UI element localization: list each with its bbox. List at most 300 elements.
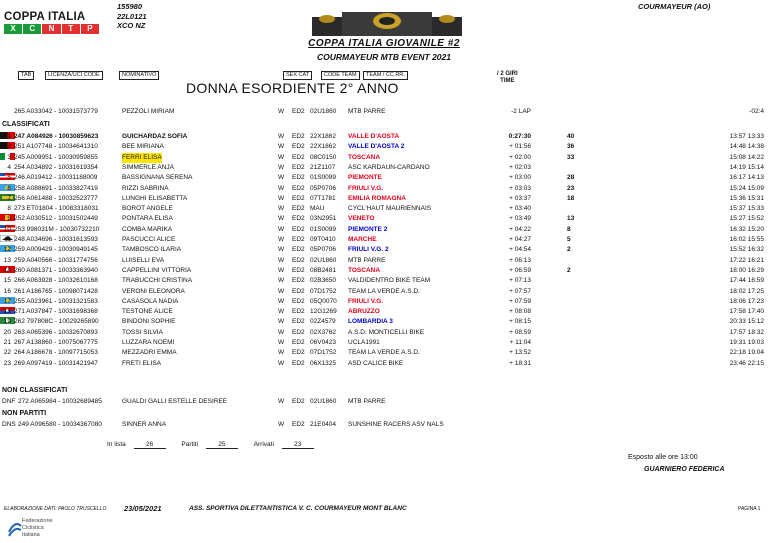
team-name: LOMBARDIA 3 bbox=[348, 318, 393, 326]
team-code: 08C0150 bbox=[310, 153, 337, 161]
athlete-name: BINDONI SOPHIE bbox=[122, 318, 176, 326]
bib-licence: 271 A037847 - 10031698368 bbox=[14, 308, 98, 316]
athlete-name: FERRI ELISA bbox=[122, 153, 162, 161]
col-tab: TAB bbox=[18, 71, 34, 80]
result-row bbox=[0, 287, 768, 297]
status-code: DNF bbox=[2, 398, 16, 405]
section-non-classificati: NON CLASSIFICATI bbox=[2, 387, 68, 394]
team-code: 09T0410 bbox=[310, 236, 336, 243]
race-time: 0:27:30 bbox=[508, 133, 531, 140]
points: 5 bbox=[567, 236, 571, 243]
result-row bbox=[0, 225, 768, 235]
sex: W bbox=[278, 328, 285, 336]
race-time: + 08:59 bbox=[509, 328, 531, 336]
bib-licence: 259 A009429 - 10030949145 bbox=[14, 246, 98, 254]
rank: 6 bbox=[7, 184, 11, 192]
race-time: + 08:08 bbox=[509, 308, 531, 316]
result-row bbox=[0, 328, 768, 338]
race-time: + 07:13 bbox=[509, 277, 531, 285]
category-code: ED2 bbox=[292, 215, 305, 223]
clock-time: 13:57 13:33 bbox=[729, 133, 764, 140]
result-row bbox=[0, 297, 768, 307]
race-time: + 07:57 bbox=[509, 287, 531, 295]
team-code: 02X3762 bbox=[310, 328, 337, 336]
athlete-name: LUISELLI EVA bbox=[122, 256, 165, 264]
rank: 9 bbox=[7, 215, 11, 223]
rank: 21 bbox=[3, 339, 11, 346]
team-code: 21Z1107 bbox=[310, 163, 336, 171]
category-code: ED2 bbox=[292, 194, 305, 202]
sex: W bbox=[278, 163, 285, 171]
sex: W bbox=[278, 194, 285, 202]
bib-licence: 249 A096580 - 10034367080 bbox=[18, 421, 102, 428]
athlete-name: CASASOLA NADIA bbox=[122, 297, 179, 305]
race-code bbox=[117, 2, 147, 31]
team-code: 07D1752 bbox=[310, 349, 337, 357]
team-name: PIEMONTE 2 bbox=[348, 225, 388, 233]
section-classificati: CLASSIFICATI bbox=[2, 121, 50, 128]
athlete-name: LUZZARA NOEMI bbox=[122, 339, 175, 346]
logo-letter: C bbox=[23, 24, 41, 34]
race-time: + 03:03 bbox=[509, 184, 531, 192]
team-name: TOSCANA bbox=[348, 266, 381, 274]
clock-time: 23:46 22:15 bbox=[729, 359, 764, 367]
result-row bbox=[0, 163, 768, 173]
clock-time: 16:17 14:13 bbox=[729, 174, 764, 182]
team-name: VALLE D'AOSTA 2 bbox=[348, 143, 405, 151]
athlete-name: LUNGHI ELISABETTA bbox=[122, 194, 188, 202]
sex: W bbox=[278, 256, 285, 264]
team-name: PIEMONTE bbox=[348, 174, 382, 182]
bib-licence: 272 A065984 - 10032689485 bbox=[18, 398, 102, 405]
team-name: SUNSHINE RACERS ASV NALS bbox=[348, 421, 444, 428]
clock-time: 20:33 15:12 bbox=[729, 318, 764, 326]
laps-label: / 2 GIRI bbox=[497, 71, 518, 77]
clock-time: 18:00 16:29 bbox=[729, 266, 764, 274]
rank: 22 bbox=[3, 349, 11, 357]
clock-time: 15:27 15:52 bbox=[729, 215, 764, 223]
sex: W bbox=[278, 349, 285, 357]
result-row bbox=[0, 173, 768, 183]
race-time: + 06:13 bbox=[509, 256, 531, 264]
race-time: + 18:31 bbox=[509, 359, 531, 367]
points: 28 bbox=[567, 174, 575, 182]
athlete-name: TRABUCCHI CRISTINA bbox=[122, 277, 193, 285]
team-code: 07T1781 bbox=[310, 194, 336, 202]
status-code: DNS bbox=[2, 421, 16, 428]
sex: W bbox=[278, 421, 285, 428]
team-name: VALLE D'AOSTA bbox=[348, 133, 400, 140]
result-row bbox=[0, 194, 768, 204]
athlete-name: PEZZOLI MIRIAM bbox=[122, 108, 175, 115]
sex: W bbox=[278, 339, 285, 346]
race-time: + 03:37 bbox=[509, 194, 531, 202]
category-title: DONNA ESORDIENTE 2° ANNO bbox=[186, 80, 399, 96]
category-code: ED2 bbox=[292, 328, 305, 336]
bib-licence: 269 A097419 - 10031421947 bbox=[14, 359, 98, 367]
totals bbox=[107, 441, 314, 449]
bib-licence: 265 A033042 - 10031573779 bbox=[14, 108, 98, 115]
team-code: 12G1269 bbox=[310, 308, 337, 316]
race-time: + 03:00 bbox=[509, 174, 531, 182]
rank: 11 bbox=[4, 236, 11, 243]
logo-letter: T bbox=[62, 24, 80, 34]
clock-time: 19:31 19:03 bbox=[729, 339, 764, 346]
sex: W bbox=[278, 266, 285, 274]
athlete-name: BOROT ANGELE bbox=[122, 205, 173, 213]
team-code: 05Q0070 bbox=[310, 297, 337, 305]
bib-licence: 253 998031M - 10030732210 bbox=[14, 225, 100, 233]
team-name: MTB PARRE bbox=[348, 256, 386, 264]
result-row bbox=[0, 317, 768, 327]
race-time: + 13:52 bbox=[509, 349, 531, 357]
rank: 13 bbox=[3, 256, 11, 264]
athlete-name: FRETI ELISA bbox=[122, 359, 162, 367]
result-row bbox=[0, 307, 768, 317]
result-row bbox=[0, 184, 768, 194]
category-code: ED2 bbox=[292, 349, 305, 357]
category-code: ED2 bbox=[292, 108, 305, 115]
athlete-name: TESTONE ALICE bbox=[122, 308, 173, 316]
bib-licence: 256 A061488 - 10032523777 bbox=[14, 194, 98, 202]
clock-time: 17:22 16:21 bbox=[729, 256, 764, 264]
race-time: + 02:00 bbox=[509, 153, 531, 161]
team-name: A.S.D. MONTICELLI BIKE bbox=[348, 328, 425, 336]
athlete-name: PASCUCCI ALICE bbox=[122, 236, 176, 243]
athlete-name: BEE MIRIANA bbox=[122, 143, 164, 151]
clock-time: 16:32 15:20 bbox=[729, 225, 764, 233]
team-name: UCLA1991 bbox=[348, 339, 380, 346]
points: 13 bbox=[567, 215, 575, 223]
category-code: ED2 bbox=[292, 236, 305, 243]
partiti-value: 25 bbox=[206, 441, 238, 449]
clock-time: 15:37 15:33 bbox=[729, 205, 764, 213]
points: 8 bbox=[567, 225, 571, 233]
team-name: MTB PARRE bbox=[348, 108, 386, 115]
bib-licence: 247 A084926 - 10030859623 bbox=[14, 133, 99, 140]
athlete-name: PONTARA ELISA bbox=[122, 215, 173, 223]
clock-time: 22:18 19:04 bbox=[729, 349, 764, 357]
logo-letter: N bbox=[42, 24, 60, 34]
col-licenza: LICENZA/UCI CODE bbox=[45, 71, 103, 80]
fci-line: Federazione bbox=[22, 518, 53, 524]
rank: 10 bbox=[3, 225, 11, 233]
result-row bbox=[0, 235, 768, 245]
result-row bbox=[0, 276, 768, 286]
bib-licence: 251 A107748 - 10034641310 bbox=[14, 143, 98, 151]
athlete-name: GUALDI GALLI ESTELLE DESIREE bbox=[122, 398, 228, 405]
clock-time: 15:08 14:22 bbox=[729, 153, 764, 161]
category-code: ED2 bbox=[292, 266, 305, 274]
event-subtitle: COURMAYEUR MTB EVENT 2021 bbox=[317, 52, 451, 62]
athlete-name: SINNER ANNA bbox=[122, 421, 167, 428]
team-code: 01S0099 bbox=[310, 225, 337, 233]
race-time: + 03:49 bbox=[509, 215, 531, 223]
bib-licence: 246 A019412 - 10031188009 bbox=[14, 174, 98, 182]
col-team-reg: TEAM / CC.RR. bbox=[363, 71, 408, 80]
result-row bbox=[0, 153, 768, 163]
team-name: TOSCANA bbox=[348, 153, 381, 161]
rank: 18 bbox=[3, 308, 11, 316]
team-name: EMILIA ROMAGNA bbox=[348, 194, 406, 202]
in-lista-label: In lista bbox=[107, 441, 126, 448]
race-time: + 11:04 bbox=[509, 339, 531, 346]
category-code: ED2 bbox=[292, 421, 305, 428]
sex: W bbox=[278, 297, 285, 305]
logo-title: COPPA ITALIA bbox=[4, 11, 86, 23]
category-code: ED2 bbox=[292, 246, 305, 254]
team-name: FRIULI V.G. 2 bbox=[348, 246, 389, 254]
team-code: 22X1862 bbox=[310, 143, 337, 151]
in-lista-value: 26 bbox=[134, 441, 166, 449]
bib-licence: 255 A023961 - 10031321583 bbox=[14, 297, 98, 305]
col-nominativo: NOMINATIVO bbox=[119, 71, 159, 80]
team-code: 02U1860 bbox=[310, 398, 337, 405]
fci-line: Italiana bbox=[22, 532, 40, 538]
team-name: FRIULI V.G. bbox=[348, 297, 384, 305]
dns-row bbox=[0, 420, 768, 430]
race-time: + 02:03 bbox=[509, 163, 531, 171]
col-sex-cat: SEX CAT bbox=[283, 71, 312, 80]
rank: 7 bbox=[7, 194, 11, 202]
sex: W bbox=[278, 398, 285, 405]
sex: W bbox=[278, 184, 285, 192]
page-number: PAGINA 1 bbox=[738, 506, 761, 512]
race-time: -2 LAP bbox=[511, 108, 531, 115]
category-code: ED2 bbox=[292, 398, 305, 405]
organizer: ASS. SPORTIVA DILETTANTISTICA V. C. COURMAYEUR MONT BLANC bbox=[189, 505, 407, 512]
category-code: ED2 bbox=[292, 143, 305, 151]
team-code: 02U1860 bbox=[310, 256, 337, 264]
team-name: VENETO bbox=[348, 215, 375, 223]
points: 2 bbox=[567, 266, 571, 274]
category-code: ED2 bbox=[292, 153, 305, 161]
category-code: ED2 bbox=[292, 205, 305, 213]
result-row bbox=[0, 359, 768, 369]
rank: 16 bbox=[3, 287, 11, 295]
rank: 23 bbox=[3, 359, 11, 367]
result-row bbox=[0, 142, 768, 152]
team-name: TEAM LA VERDE A.S.D. bbox=[348, 349, 420, 357]
bib-licence: 261 A186765 - 10098071428 bbox=[14, 287, 98, 295]
trophy-icon bbox=[312, 9, 462, 36]
race-time: + 06:59 bbox=[509, 266, 531, 274]
sex: W bbox=[278, 246, 285, 254]
team-name: CYCL'HAUT MAURIENNAIS bbox=[348, 205, 432, 213]
result-row bbox=[0, 338, 768, 348]
team-code: MAU bbox=[310, 205, 325, 213]
rank: 8 bbox=[7, 205, 11, 213]
clock-time: 15:24 15:09 bbox=[729, 184, 764, 192]
team-name: MTB PARRE bbox=[348, 398, 386, 405]
result-row bbox=[0, 245, 768, 255]
category-code: ED2 bbox=[292, 318, 305, 326]
result-row bbox=[0, 348, 768, 358]
athlete-name: TAMBOSCO ILARIA bbox=[122, 246, 182, 254]
category-code: ED2 bbox=[292, 339, 305, 346]
exposed-time: Esposto alle ore 13:00 bbox=[628, 454, 698, 461]
race-code-line: XCO NZ bbox=[117, 21, 146, 30]
race-time: + 03:40 bbox=[509, 205, 531, 213]
result-row bbox=[0, 132, 768, 142]
athlete-name: COMBA MARIKA bbox=[122, 225, 173, 233]
team-code: 01S0099 bbox=[310, 174, 337, 182]
clock-time: 18:02 17:25 bbox=[729, 287, 764, 295]
category-code: ED2 bbox=[292, 256, 305, 264]
logo-letters bbox=[4, 24, 99, 34]
points: 40 bbox=[567, 133, 575, 140]
clock-time: 14:19 15:14 bbox=[729, 163, 764, 171]
category-code: ED2 bbox=[292, 163, 305, 171]
sex: W bbox=[278, 287, 285, 295]
athlete-name: BASSIGNANA SERENA bbox=[122, 174, 193, 182]
rank: 12 bbox=[3, 246, 11, 254]
team-name: ASC KARDAUN-CARDANO bbox=[348, 163, 430, 171]
race-time: + 04:22 bbox=[509, 225, 531, 233]
team-name: ABRUZZO bbox=[348, 308, 380, 316]
category-code: ED2 bbox=[292, 174, 305, 182]
bib-licence: 262 797808C - 10029265890 bbox=[14, 318, 99, 326]
fci-text bbox=[22, 518, 53, 539]
category-code: ED2 bbox=[292, 225, 305, 233]
team-code: 05P0706 bbox=[310, 184, 337, 192]
partiti-label: Partiti bbox=[181, 441, 199, 448]
sex: W bbox=[278, 318, 285, 326]
category-code: ED2 bbox=[292, 277, 305, 285]
team-code: 08B2481 bbox=[310, 266, 337, 274]
sex: W bbox=[278, 236, 285, 243]
race-time: + 04:54 bbox=[509, 246, 531, 254]
bib-licence: 245 A009951 - 10030959855 bbox=[14, 153, 98, 161]
points: 33 bbox=[567, 153, 575, 161]
rank: 5 bbox=[7, 174, 11, 182]
race-code-line: 22L0121 bbox=[117, 11, 147, 21]
clock-time: 15:36 15:31 bbox=[729, 194, 764, 202]
bib-licence: 248 A034696 - 10031613593 bbox=[14, 236, 98, 243]
race-time: + 08:15 bbox=[509, 318, 531, 326]
team-code: 21E0404 bbox=[310, 421, 337, 428]
data-processing: ELABORAZIONE DATI: PAOLO TRUSCELLO bbox=[4, 506, 107, 512]
clock-time: 17:44 16:59 bbox=[729, 277, 764, 285]
section-non-partiti: NON PARTITI bbox=[2, 410, 47, 417]
result-row bbox=[0, 256, 768, 266]
rank: 4 bbox=[7, 163, 11, 171]
dnf-row bbox=[0, 397, 768, 407]
race-time: + 01:56 bbox=[509, 143, 531, 151]
clock-time: -02:4 bbox=[749, 108, 764, 115]
athlete-name: MEZZADRI EMMA bbox=[122, 349, 177, 357]
athlete-name: RIZZI SABRINA bbox=[122, 184, 169, 192]
points: 2 bbox=[567, 246, 571, 254]
bib-licence: 252 A030512 - 10031502449 bbox=[14, 215, 98, 223]
clock-time: 15:52 16:32 bbox=[729, 246, 764, 254]
arrivati-label: Arrivati bbox=[253, 441, 274, 448]
sex: W bbox=[278, 277, 285, 285]
clock-time: 17:58 17:40 bbox=[729, 308, 764, 316]
category-code: ED2 bbox=[292, 133, 305, 140]
category-code: ED2 bbox=[292, 359, 305, 367]
team-code: 02U1860 bbox=[310, 108, 337, 115]
bib-licence: 267 A138860 - 10075067775 bbox=[14, 339, 98, 346]
race-code-line: 155980 bbox=[117, 2, 143, 11]
result-row bbox=[0, 204, 768, 214]
venue-label: COURMAYEUR (AO) bbox=[638, 2, 711, 11]
result-row bbox=[0, 266, 768, 276]
category-code: ED2 bbox=[292, 308, 305, 316]
race-time: + 04:27 bbox=[509, 236, 531, 243]
logo-letter: X bbox=[4, 24, 22, 34]
athlete-name: CAPPELLINI VITTORIA bbox=[122, 266, 192, 274]
race-date: 23/05/2021 bbox=[124, 504, 162, 513]
bib-licence: 264 A186678 - 10097715053 bbox=[14, 349, 98, 357]
team-name: FRIULI V.G. bbox=[348, 184, 384, 192]
team-name: VALDIDENTRO BIKE TEAM bbox=[348, 277, 431, 285]
arrivati-value: 23 bbox=[282, 441, 314, 449]
sex: W bbox=[278, 174, 285, 182]
bib-licence: 263 A065396 - 10032670893 bbox=[14, 328, 98, 336]
team-code: 06V0423 bbox=[310, 339, 337, 346]
sex: W bbox=[278, 108, 285, 115]
fci-logo-icon bbox=[8, 518, 22, 538]
bib-licence: 260 A081371 - 10033363940 bbox=[14, 266, 98, 274]
athlete-name: GUICHARDAZ SOFIA bbox=[122, 133, 188, 140]
category-code: ED2 bbox=[292, 184, 305, 192]
team-code: 22X1862 bbox=[310, 133, 337, 140]
team-name: TEAM LA VERDE A.S.D. bbox=[348, 287, 420, 295]
time-label: TIME bbox=[500, 78, 515, 84]
team-code: 03N2951 bbox=[310, 215, 337, 223]
rank: 20 bbox=[3, 328, 11, 336]
bib-licence: 266 A063928 - 10032610168 bbox=[14, 277, 98, 285]
category-code: ED2 bbox=[292, 287, 305, 295]
bib-licence: 254 A034892 - 10031619354 bbox=[14, 163, 98, 171]
team-name: ASD CALICE BIKE bbox=[348, 359, 404, 367]
bib-licence: 273 ET01804 - 10083318031 bbox=[14, 205, 99, 213]
points: 23 bbox=[567, 184, 575, 192]
clock-time: 18:06 17:23 bbox=[729, 297, 764, 305]
athlete-name: VERONI ELEONORA bbox=[122, 287, 185, 295]
sex: W bbox=[278, 205, 285, 213]
clock-time: 17:57 18:32 bbox=[729, 328, 764, 336]
team-name: MARCHE bbox=[348, 236, 377, 243]
sex: W bbox=[278, 359, 285, 367]
bib-licence: 259 A040566 - 10031774756 bbox=[14, 256, 98, 264]
sex: W bbox=[278, 215, 285, 223]
rank: 15 bbox=[3, 277, 11, 285]
sex: W bbox=[278, 143, 285, 151]
result-row bbox=[0, 214, 768, 224]
points: 36 bbox=[567, 143, 575, 151]
points: 18 bbox=[567, 194, 575, 202]
team-code: 06X1325 bbox=[310, 359, 337, 367]
sex: W bbox=[278, 308, 285, 316]
laps-header bbox=[497, 71, 518, 85]
rank: 19 bbox=[3, 318, 11, 326]
team-code: 02Z4579 bbox=[310, 318, 336, 326]
sex: W bbox=[278, 133, 285, 140]
rank: 3 bbox=[7, 153, 11, 161]
rank: 2 bbox=[7, 143, 11, 151]
category-code: ED2 bbox=[292, 297, 305, 305]
athlete-name: SIMMERLE ANJA bbox=[122, 163, 175, 171]
athlete-name: TOSSI SILVIA bbox=[122, 328, 163, 336]
col-code-team: CODE TEAM bbox=[321, 71, 360, 80]
bib-licence: 258 A088691 - 10033827419 bbox=[14, 184, 98, 192]
sex: W bbox=[278, 225, 285, 233]
rank: 17 bbox=[3, 297, 11, 305]
clock-time: 14:48 14:38 bbox=[729, 143, 764, 151]
team-code: 05P0706 bbox=[310, 246, 337, 254]
